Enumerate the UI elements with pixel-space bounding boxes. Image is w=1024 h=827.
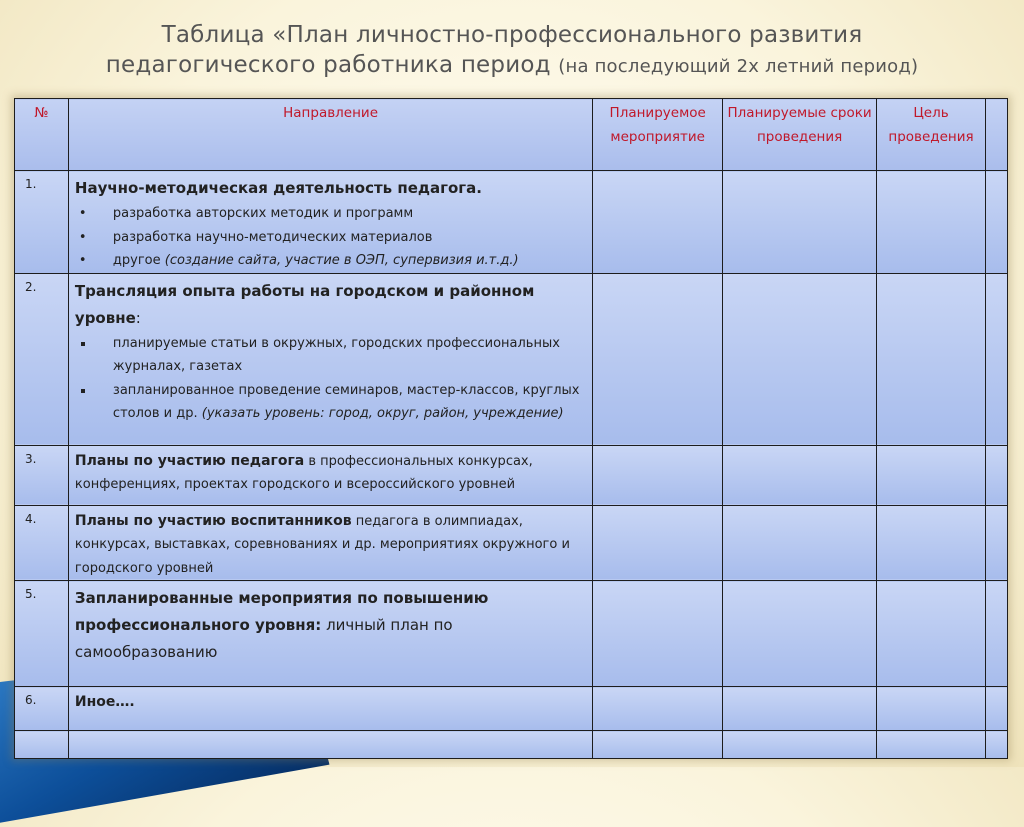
dates-cell[interactable] bbox=[723, 171, 877, 274]
goal-cell[interactable] bbox=[877, 581, 986, 687]
header-row bbox=[15, 99, 1008, 171]
row-direction bbox=[68, 171, 592, 274]
event-cell[interactable] bbox=[593, 581, 723, 687]
row-bold-text: Запланированные мероприятия по повышению профессионального уровня: bbox=[74, 589, 489, 634]
title-line-2-sub: (на последующий 2х летний период) bbox=[558, 56, 919, 77]
row-text: педагога в олимпиадах, конкурсах, выставках, соревнованиях и др. мероприятиях окружного и городского уровней bbox=[74, 513, 570, 576]
goal-cell[interactable] bbox=[877, 171, 986, 274]
row-direction bbox=[68, 581, 592, 687]
table-row bbox=[15, 171, 1008, 274]
row-bold-text: Планы по участию воспитанников bbox=[74, 512, 352, 529]
row-text: личный план по самообразованию bbox=[74, 616, 453, 661]
table-sheet bbox=[14, 98, 1008, 758]
goal-cell[interactable] bbox=[877, 687, 986, 731]
dates-cell[interactable] bbox=[723, 445, 877, 505]
goal-cell[interactable] bbox=[877, 273, 986, 445]
page-title bbox=[0, 20, 1024, 82]
header-direction: Направление bbox=[68, 99, 592, 171]
row-direction bbox=[68, 505, 592, 581]
header-goal: Цель проведения bbox=[877, 99, 986, 171]
empty-cell bbox=[68, 731, 592, 759]
empty-cell[interactable] bbox=[593, 731, 723, 759]
header-extra bbox=[986, 99, 1008, 171]
table-row bbox=[15, 731, 1008, 759]
event-cell[interactable] bbox=[593, 445, 723, 505]
dates-cell[interactable] bbox=[723, 505, 877, 581]
table-row bbox=[15, 687, 1008, 731]
row-direction bbox=[68, 687, 592, 731]
list-item: • разработка научно-методических материалов bbox=[75, 226, 584, 250]
row-direction bbox=[68, 273, 592, 445]
dates-cell[interactable] bbox=[723, 581, 877, 687]
row-bold-text: Планы по участию педагога bbox=[74, 452, 305, 469]
empty-cell bbox=[986, 731, 1008, 759]
table-row bbox=[15, 581, 1008, 687]
row-number: 5. bbox=[15, 581, 69, 687]
dates-cell[interactable] bbox=[723, 687, 877, 731]
row-heading: Научно-методическая деятельность педагога. bbox=[74, 179, 482, 197]
title-line-2-main: педагогического работника период bbox=[105, 52, 551, 78]
list-item: планируемые статьи в окружных, городских профессиональных журналах, газетах bbox=[75, 332, 584, 379]
extra-cell bbox=[986, 505, 1008, 581]
row-bold-text: Иное…. bbox=[74, 694, 135, 710]
goal-cell[interactable] bbox=[877, 505, 986, 581]
list-item: • другое (создание сайта, участие в ОЭП, супервизия и.т.д.) bbox=[75, 249, 584, 273]
extra-cell bbox=[986, 273, 1008, 445]
event-cell[interactable] bbox=[593, 505, 723, 581]
table-row bbox=[15, 505, 1008, 581]
empty-cell[interactable] bbox=[877, 731, 986, 759]
empty-cell[interactable] bbox=[723, 731, 877, 759]
list-item: • разработка авторских методик и программ bbox=[75, 202, 584, 226]
event-cell[interactable] bbox=[593, 171, 723, 274]
row-text: в профессиональных конкурсах, конференциях, проектах городского и всероссийского уровней bbox=[74, 453, 533, 492]
development-plan-table bbox=[14, 98, 1008, 759]
list-item: запланированное проведение семинаров, мастер-классов, круглых столов и др. (указать уровень: город, округ, район, учреждение) bbox=[75, 379, 584, 426]
row-number: 1. bbox=[15, 171, 69, 274]
title-line-2 bbox=[0, 50, 1024, 82]
row-number: 4. bbox=[15, 505, 69, 581]
title-line-1: Таблица «План личностно-профессионального развития bbox=[161, 22, 863, 48]
row-heading: Трансляция опыта работы на городском и районном уровне: bbox=[74, 281, 535, 327]
event-cell[interactable] bbox=[593, 273, 723, 445]
empty-cell bbox=[15, 731, 69, 759]
event-cell[interactable] bbox=[593, 687, 723, 731]
goal-cell[interactable] bbox=[877, 445, 986, 505]
header-event: Планируемое мероприятие bbox=[593, 99, 723, 171]
row-number: 3. bbox=[15, 445, 69, 505]
extra-cell bbox=[986, 581, 1008, 687]
row-number: 2. bbox=[15, 273, 69, 445]
extra-cell bbox=[986, 445, 1008, 505]
header-num: № bbox=[15, 99, 69, 171]
extra-cell bbox=[986, 687, 1008, 731]
dates-cell[interactable] bbox=[723, 273, 877, 445]
row-direction bbox=[68, 445, 592, 505]
table-row bbox=[15, 445, 1008, 505]
row-number: 6. bbox=[15, 687, 69, 731]
header-dates: Планируемые сроки проведения bbox=[723, 99, 877, 171]
extra-cell bbox=[986, 171, 1008, 274]
table-row bbox=[15, 273, 1008, 445]
